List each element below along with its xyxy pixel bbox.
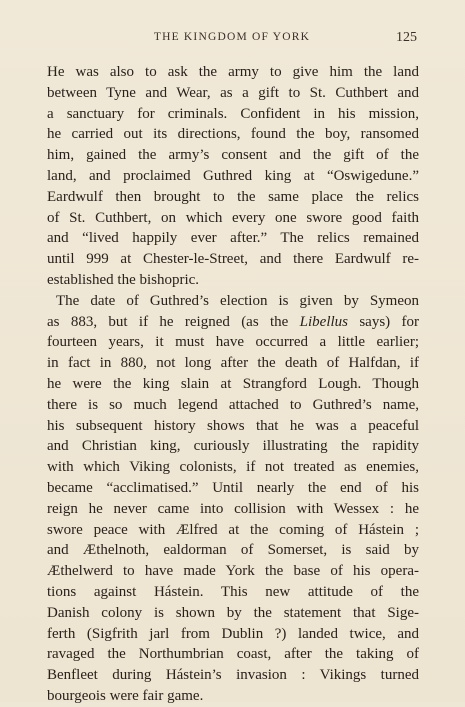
text-line: established the bishopric.: [47, 271, 200, 288]
text-line-with-italic: [47, 312, 419, 333]
text-run: as 883, but if he reigned (as the: [47, 313, 300, 330]
text-line: there is so much legend attached to Guthred’s name,: [47, 396, 419, 413]
text-line: bourgeois were fair game.: [47, 687, 204, 704]
text-line: and “lived happily ever after.” The relics remained: [47, 230, 419, 247]
text-line: ferth (Sigfrith jarl from Dublin ?) landed twice, and: [47, 625, 419, 642]
page-number: 125: [396, 30, 417, 45]
paragraph-2: [47, 291, 419, 707]
paragraph-1: [47, 62, 419, 291]
italic-title: Libellus: [299, 313, 349, 330]
text-line: land, and proclaimed Guthred king at “Oswigedune.”: [47, 167, 419, 184]
text-line: of St. Cuthbert, on which every one swore good faith: [47, 209, 419, 226]
text-line: until 999 at Chester-le-Street, and there Eardwulf re-: [47, 251, 419, 268]
text-line: and Christian king, curiously illustrating the rapidity: [47, 438, 419, 455]
text-line: The date of Guthred’s election is given by Symeon: [56, 292, 419, 309]
text-line: tions against Hástein. This new attitude of the: [47, 583, 419, 600]
body-text: [47, 62, 419, 707]
running-head: [47, 31, 417, 51]
text-line: He was also to ask the army to give him the land: [47, 64, 419, 80]
text-line: Benfleet during Hástein’s invasion : Vikings turned: [47, 667, 419, 684]
text-line: a sanctuary for criminals. Confident in his mission,: [47, 105, 419, 122]
text-line: in fact in 880, not long after the death of Halfdan, if: [47, 355, 419, 372]
text-line: he carried out its directions, found the boy, ransomed: [47, 126, 419, 143]
text-line: with which Viking colonists, if not treated as enemies,: [47, 459, 419, 476]
text-line: ravaged the Northumbrian coast, after the taking of: [47, 646, 419, 663]
running-title: THE KINGDOM OF YORK: [153, 31, 311, 43]
text-line: his subsequent history shows that he was a peaceful: [47, 417, 419, 434]
text-line: fourteen years, it must have occurred a little earlier;: [47, 334, 419, 351]
text-line: swore peace with Ælfred at the coming of Hástein ;: [47, 521, 419, 538]
text-line: between Tyne and Wear, as a gift to St. Cuthbert and: [47, 84, 419, 101]
text-line: reign he never came into collision with Wessex : he: [47, 500, 419, 517]
text-line: he were the king slain at Strangford Lough. Though: [47, 375, 419, 392]
text-line: and Æthelnoth, ealdorman of Somerset, is said by: [47, 542, 419, 559]
text-line: became “acclimatised.” Until nearly the end of his: [47, 479, 419, 496]
text-line: Danish colony is shown by the statement that Sige-: [47, 604, 419, 621]
text-run: says) for: [348, 313, 419, 330]
text-line: him, gained the army’s consent and the gift of the: [47, 147, 419, 164]
text-line: Eardwulf then brought to the same place the relics: [47, 188, 419, 205]
text-line: Æthelwerd to have made York the base of his opera-: [47, 563, 419, 580]
